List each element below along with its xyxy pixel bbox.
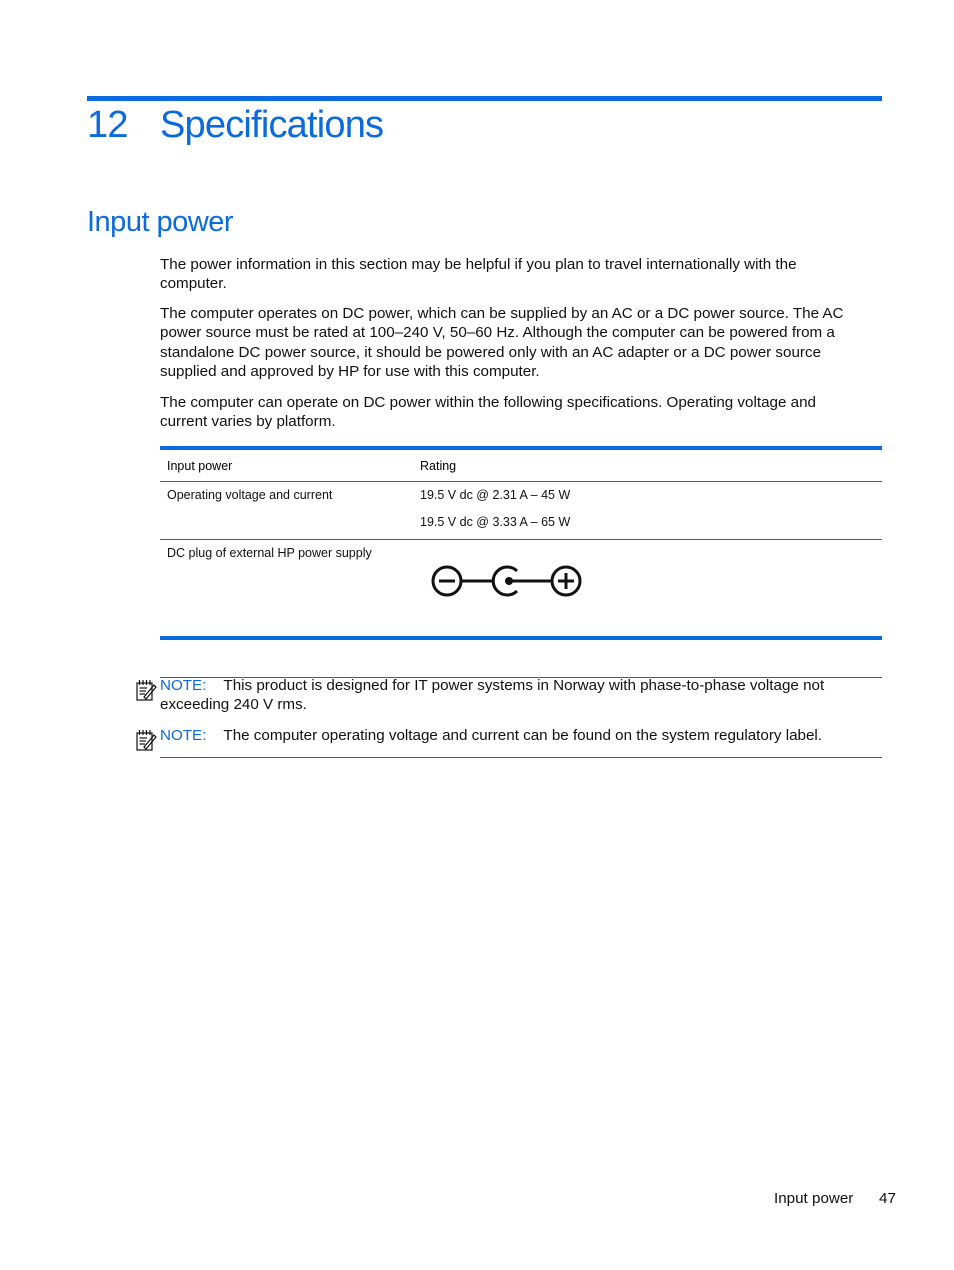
rating-45w: 19.5 V dc @ 2.31 A – 45 W — [420, 488, 571, 502]
table-row — [160, 540, 882, 637]
footer-section-label: Input power — [774, 1190, 854, 1207]
note-text: This product is designed for IT power systems in Norway with phase-to-phase voltage not exceeding 240 V rms. — [160, 677, 825, 714]
paragraph-specs-intro: The computer can operate on DC power within the following specifications. Operating voltage and current varies by platform. — [160, 394, 816, 431]
table-header-input-power: Input power — [160, 450, 413, 482]
notes-bottom-rule — [160, 757, 882, 758]
note-label: NOTE: — [160, 727, 207, 744]
row-label-dc-plug: DC plug of external HP power supply — [167, 546, 372, 560]
chapter-title — [87, 104, 383, 147]
chapter-title-text: Specifications — [160, 104, 384, 146]
note-label: NOTE: — [160, 677, 207, 694]
table-cell-label — [160, 540, 413, 637]
table-header-rating: Rating — [413, 450, 882, 482]
paragraph-travel: The power information in this section may be helpful if you plan to travel internationally with the computer. — [160, 256, 797, 293]
footer-page-number: 47 — [879, 1190, 896, 1207]
table-header-row — [160, 450, 882, 482]
note-icon — [135, 678, 157, 702]
note-text: The computer operating voltage and current can be found on the system regulatory label. — [223, 727, 823, 744]
paragraph-dc-power: The computer operates on DC power, which can be supplied by an AC or a DC power source. The AC power source must be rated at 100–240 V, 50–60 Hz. Although the computer can be powered from a standalone DC power source, it should be powered only with an AC adapter or a DC power source supplied and approved by HP for use with this computer. — [160, 305, 844, 380]
table-cell-values — [413, 482, 882, 540]
table-cell-label — [160, 482, 413, 540]
table-cell-icon — [413, 540, 882, 637]
input-power-table — [160, 446, 882, 640]
note-icon — [135, 728, 157, 752]
note-regulatory-label — [160, 726, 865, 745]
note-norway — [160, 676, 865, 715]
rating-65w: 19.5 V dc @ 3.33 A – 65 W — [420, 515, 571, 529]
table-bottom-rule — [160, 636, 882, 640]
dc-polarity-symbol-icon — [430, 562, 586, 600]
row-label-voltage-current: Operating voltage and current — [167, 488, 333, 502]
chapter-number: 12 — [87, 104, 128, 146]
table-row — [160, 482, 882, 540]
section-title: Input power — [87, 206, 234, 238]
chapter-rule — [87, 96, 882, 101]
